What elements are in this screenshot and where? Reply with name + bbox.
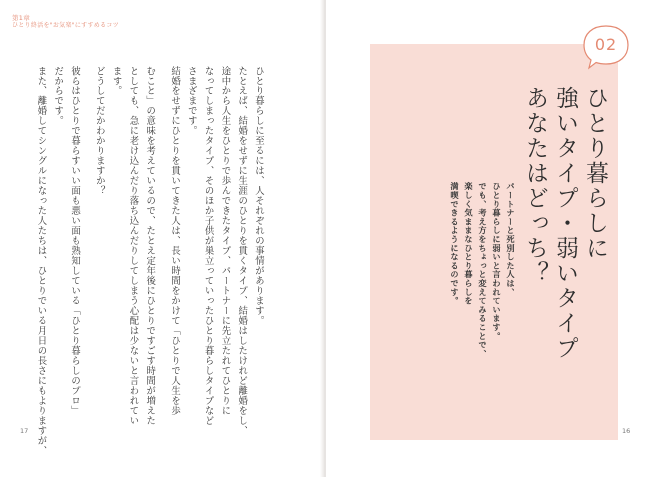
lead-line: 楽しく気ままなひとり暮らしを xyxy=(464,182,474,306)
title-line: ひとり暮らしに xyxy=(582,86,608,261)
chapter-number: 第1章 xyxy=(12,14,31,22)
title-line: 強いタイプ・弱いタイプ xyxy=(552,86,578,361)
paragraph-line: ます。 xyxy=(110,66,122,96)
left-page xyxy=(0,0,324,477)
paragraph-line: なってしまったタイプ、そのほか子供が巣立っていったひとり暮らしタイプなど xyxy=(202,66,214,426)
lead-line: でも、考え方をちょっと変えてみることで、 xyxy=(478,182,488,358)
chapter-header xyxy=(12,14,119,30)
paragraph-line: 結婚をせずにひとりを貫いてきた人は、長い時間をかけて「ひとりで人生を歩 xyxy=(169,66,181,416)
page-number-left: 17 xyxy=(20,427,29,435)
paragraph-line: 途中から人生をひとりで歩んできたタイプ、パートナーに先立たれてひとりに xyxy=(219,66,231,416)
paragraph-line: どうしてだかわかりますか？ xyxy=(93,66,105,196)
paragraph-line: たとえば、結婚をせずに生涯のひとりを貫くタイプ、結婚はしたけれど離婚をし、 xyxy=(236,66,248,436)
title-line: あなたはどっち？ xyxy=(522,86,548,286)
paragraph-line: 彼らはひとりで暮らすいい面も悪い面も熟知している「ひとり暮らしのプロ」 xyxy=(69,66,81,416)
paragraph-line: また、離婚してシングルになった人たちは、ひとりでいる月日の長さにもよりますが、 xyxy=(35,66,47,456)
lead-line: パートナーと死別した人は、 xyxy=(506,182,516,297)
right-page xyxy=(326,0,650,477)
paragraph-line: さまざまです。 xyxy=(185,66,197,136)
section-number: 02 xyxy=(594,35,618,54)
page-number-right: 16 xyxy=(622,427,631,435)
paragraph-line: だからです。 xyxy=(52,66,64,126)
paragraph-line: ひとり暮らしに至るには、人それぞれの事情があります。 xyxy=(253,66,264,326)
paragraph-line: としても、急に老け込んだり落ち込んだりしてしまう心配は少ないと言われてい xyxy=(127,66,139,426)
lead-line: ひとり暮らしに弱いと言われています。 xyxy=(492,182,502,341)
section-title xyxy=(520,86,610,416)
chapter-title: ひとり終活を"お気楽"にすすめるコツ xyxy=(12,22,119,29)
lead-line: 満喫できるようになるのです。 xyxy=(450,182,460,306)
section-number-badge xyxy=(580,23,632,71)
paragraph-line: むこと」の意味を考えているので、たとえ定年後にひとりですごす時間が増えた xyxy=(144,66,156,426)
lead-text xyxy=(448,182,518,412)
